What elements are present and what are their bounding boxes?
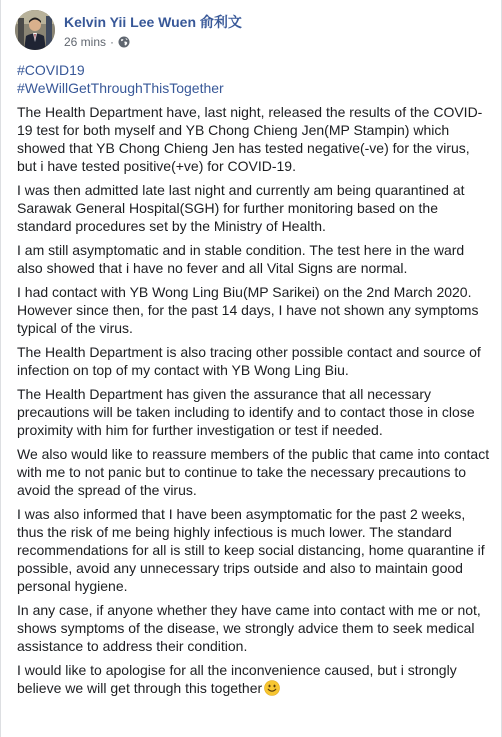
post-paragraph: The Health Department have, last night, released the results of the COVID-19 test for both myself and YB Chong Chieng Jen(MP Stampin) which showed that YB Chong Chieng Jen has tested negative(-ve) for the virus, but i have tested positive(+ve) for COVID-19. — [17, 104, 483, 174]
author-name[interactable]: Kelvin Yii Lee Wuen 俞利文 — [64, 14, 242, 30]
post-paragraph: The Health Department has given the assurance that all necessary precautions will be taken including to identify and to contact those in close proximity with him for further investigation or test if needed. — [17, 386, 475, 438]
post-body — [17, 61, 493, 703]
post-paragraph: In any case, if anyone whether they have came into contact with me or not, shows symptoms of the disease, we strongly advice them to seek medical assistance to address their condition. — [17, 602, 481, 654]
post-paragraph: I was then admitted late last night and currently am being quarantined at Sarawak General Hospital(SGH) for further monitoring based on the standard procedures set by the Ministry of Health. — [17, 182, 465, 234]
hashtag-list — [17, 61, 493, 97]
avatar-photo — [15, 10, 55, 50]
post-paragraph: The Health Department is also tracing other possible contact and source of infection on top of my contact with YB Wong Ling Biu. — [17, 344, 481, 378]
post-header — [15, 10, 242, 54]
post-paragraph-text: I would like to apologise for all the inconvenience caused, but i strongly believe we will get through this together — [17, 662, 457, 696]
meta-separator: · — [110, 35, 115, 49]
globe-icon[interactable] — [118, 36, 130, 48]
post-meta — [64, 10, 242, 50]
post-paragraph: I am still asymptomatic and in stable condition. The test here in the ward also showed that i have no fever and all Vital Signs are normal. — [17, 242, 465, 276]
post-paragraph: We also would like to reassure members of the public that came into contact with me to not panic but to continue to take the necessary precautions to avoid the spread of the virus. — [17, 446, 490, 498]
hashtag-link[interactable]: #COVID19 — [17, 62, 85, 78]
hashtag-link[interactable]: #WeWillGetThroughThisTogether — [17, 80, 224, 96]
post-paragraph: I was also informed that I have been asymptomatic for the past 2 weeks, thus the risk of me being highly infectious is much lower. The standard recommendations for all is still to keep social distancing, home quarantine if possible, avoid any unnecessary trips outside and also to maintain good personal hygiene. — [17, 506, 485, 594]
post-paragraph-last — [17, 661, 493, 697]
post-timestamp[interactable]: 26 mins — [64, 35, 107, 49]
post-subline — [64, 34, 242, 50]
post-paragraph: I had contact with YB Wong Ling Biu(MP Sarikei) on the 2nd March 2020. However since then, for the past 14 days, I have not shown any symptoms typical of the virus. — [17, 284, 479, 336]
smiley-emoji-icon — [264, 680, 280, 696]
author-avatar[interactable] — [15, 10, 55, 50]
